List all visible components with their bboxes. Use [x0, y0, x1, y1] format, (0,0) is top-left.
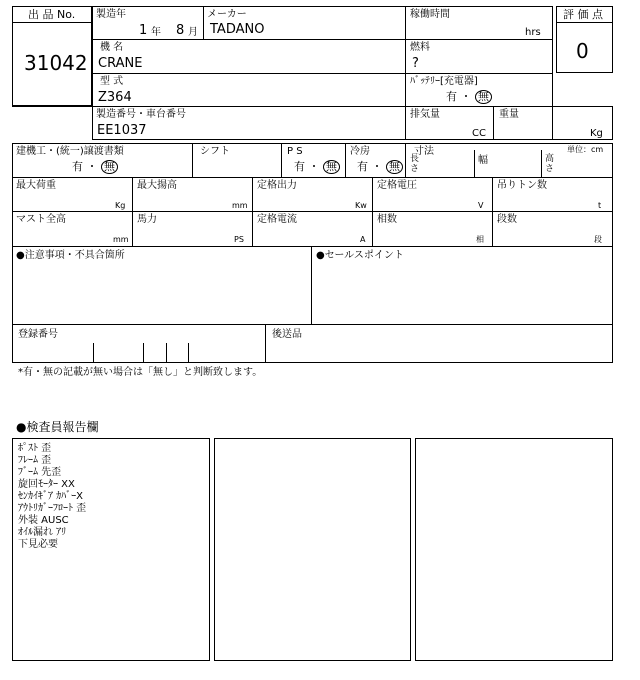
manufacture-month-unit: 月 — [188, 27, 198, 38]
displacement-label: 排気量 — [410, 109, 440, 120]
rated-voltage-label: 定格電圧 — [377, 180, 417, 191]
hours-label: 稼働時間 — [410, 9, 450, 20]
battery-sep: ・ — [460, 90, 472, 103]
rated-current-label: 定格電流 — [257, 214, 297, 225]
mast-height-unit: mm — [113, 235, 129, 244]
dims-unit: 単位：cm — [567, 145, 604, 154]
cooler-label: 冷房 — [350, 146, 370, 157]
report-line: 外装 AUSC — [18, 515, 69, 526]
shipping-label: 後送品 — [272, 329, 302, 340]
transfer-docs-label: 建機工・(統一)譲渡書類 — [16, 146, 124, 157]
transfer-docs-yes: 有 — [72, 160, 83, 173]
rating-value: 0 — [576, 39, 589, 63]
phase-unit: 相 — [476, 235, 484, 244]
battery-yes-no — [446, 90, 492, 104]
manufacture-month: 8 — [176, 23, 185, 38]
report-line: ﾌﾚｰﾑ 歪 — [18, 455, 52, 466]
rating-label: 評 価 点 — [563, 8, 603, 21]
max-lift-label: 最大揚高 — [137, 180, 177, 191]
weight-label: 重量 — [499, 109, 519, 120]
transfer-docs-yes-no — [72, 160, 118, 174]
cooler-yes-no — [357, 160, 403, 174]
report-line: 旋回ﾓｰﾀｰ XX — [18, 479, 75, 490]
report-line: ｱｳﾄﾘｶﾞｰﾌﾛｰﾄ 歪 — [18, 503, 87, 514]
model-type-value: Z364 — [98, 90, 132, 105]
cooler-sep: ・ — [371, 160, 383, 173]
lot-number-value: 31042 — [24, 51, 88, 75]
manufacture-label: 製造年 — [96, 9, 126, 20]
registration-label: 登録番号 — [18, 329, 58, 340]
stages-label: 段数 — [497, 214, 517, 225]
lift-tons-label: 吊りトン数 — [497, 180, 547, 191]
ps-label: P S — [287, 146, 303, 157]
mast-height-label: マスト全高 — [16, 214, 66, 225]
horsepower-unit: PS — [234, 235, 244, 244]
inspector-report-label: ●検査員報告欄 — [16, 420, 99, 434]
weight-unit: Kg — [590, 128, 603, 139]
manufacture-year-unit: 年 — [151, 27, 161, 38]
horsepower-label: 馬力 — [137, 214, 157, 225]
max-load-label: 最大荷重 — [16, 180, 56, 191]
dims-height-label: 高 さ — [545, 154, 555, 174]
inspector-report-box-2 — [214, 438, 411, 661]
transfer-docs-no-circled: 無 — [101, 160, 118, 174]
sales-point-label: ●セールスポイント — [316, 250, 404, 261]
battery-no-circled: 無 — [475, 90, 492, 104]
serial-value: EE1037 — [97, 123, 147, 138]
registration-box — [12, 325, 613, 363]
rated-output-unit: Kw — [355, 201, 367, 210]
stages-unit: 段 — [594, 235, 602, 244]
model-name-label: 機 名 — [100, 42, 124, 53]
report-line: ﾌﾞｰﾑ 先歪 — [18, 467, 62, 478]
dims-width-label: 幅 — [478, 155, 488, 166]
displacement-unit: CC — [472, 128, 486, 139]
dims-length-label: 長 さ — [410, 154, 420, 174]
report-line: ﾎﾟｽﾄ 歪 — [18, 443, 52, 454]
model-type-label: 型 式 — [100, 76, 124, 87]
manufacture-year: 1 — [139, 23, 148, 38]
battery-yes: 有 — [446, 90, 457, 103]
cooler-no-circled: 無 — [386, 160, 403, 174]
max-load-unit: Kg — [115, 201, 126, 210]
ps-no-circled: 無 — [323, 160, 340, 174]
notes-label: ●注意事項・不具合箇所 — [16, 250, 125, 261]
phase-label: 相数 — [377, 214, 397, 225]
rated-voltage-unit: V — [478, 201, 484, 210]
shift-label: シフト — [200, 146, 230, 157]
fuel-label: 燃料 — [410, 42, 430, 53]
battery-label: ﾊﾞｯﾃﾘｰ[充電器] — [410, 76, 478, 87]
report-line: ｾﾝｶｲｷﾞｱ ｶﾊﾞｰX — [18, 491, 84, 502]
hours-unit: hrs — [525, 27, 541, 38]
maker-label: メーカー — [207, 9, 247, 20]
lot-number-label: 出 品 No. — [28, 8, 76, 21]
footnote: *有・無の記載が無い場合は「無し」と判断致します。 — [18, 367, 263, 378]
dims-label: 寸法 — [414, 146, 434, 157]
spec-grid — [12, 143, 613, 247]
report-line: ｵｲﾙ漏れ ｱﾘ — [18, 527, 67, 538]
fuel-value: ? — [412, 56, 419, 71]
rated-current-unit: A — [360, 235, 366, 244]
ps-yes: 有 — [294, 160, 305, 173]
lift-tons-unit: t — [598, 201, 602, 210]
rated-output-label: 定格出力 — [257, 180, 297, 191]
ps-sep: ・ — [308, 160, 320, 173]
serial-label: 製造番号・車台番号 — [96, 109, 186, 120]
model-name-value: CRANE — [98, 56, 143, 71]
ps-yes-no — [294, 160, 340, 174]
report-line: 下見必要 — [18, 539, 58, 550]
inspector-report-box-3 — [415, 438, 613, 661]
transfer-docs-sep: ・ — [86, 160, 98, 173]
cooler-yes: 有 — [357, 160, 368, 173]
maker-value: TADANO — [210, 22, 265, 37]
max-lift-unit: mm — [232, 201, 248, 210]
